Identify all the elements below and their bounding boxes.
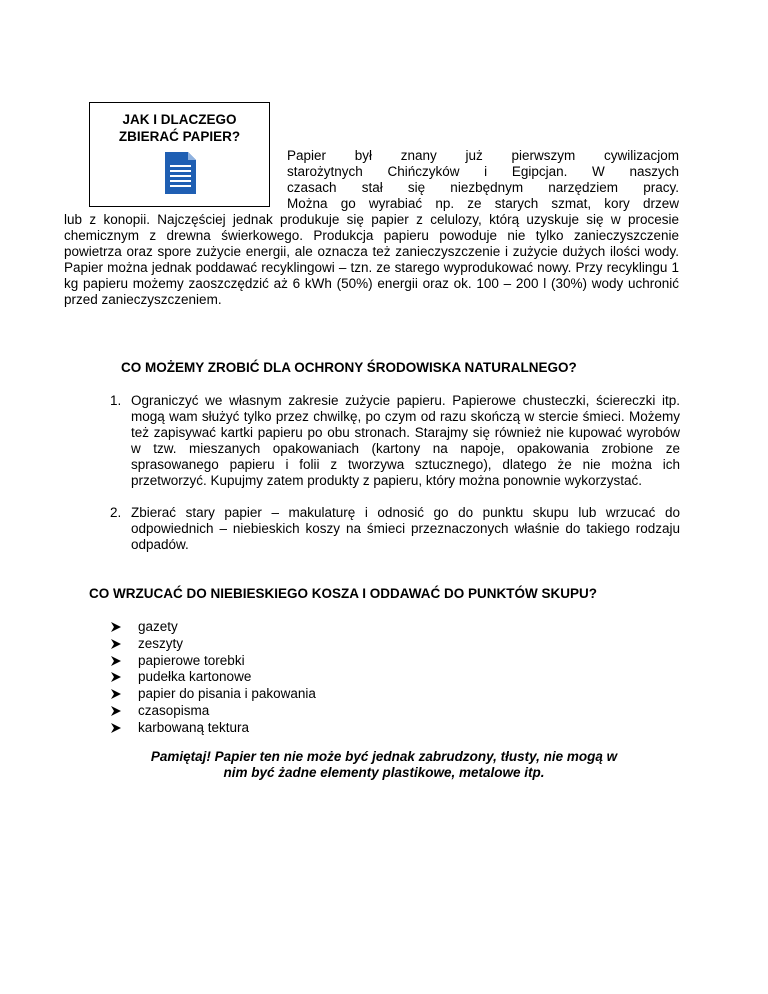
list-item — [110, 653, 316, 670]
note-line-2: nim być żadne elementy plastikowe, metalowe itp. — [223, 765, 545, 780]
list-item — [110, 669, 316, 686]
section2-heading: CO WRZUCAĆ DO NIEBIESKIEGO KOSZA I ODDAWAĆ DO PUNKTÓW SKUPU? — [89, 586, 598, 601]
arrow-bullet-icon — [110, 655, 122, 667]
intro-paragraph — [64, 148, 679, 308]
intro-line-3: czasach stał się niezbędnym narzędziem pracy. — [287, 180, 679, 195]
section1-heading: CO MOŻEMY ZROBIĆ DLA OCHRONY ŚRODOWISKA NATURALNEGO? — [121, 360, 577, 375]
bullet-text: czasopisma — [138, 702, 210, 718]
bullet-text: karbowaną tektura — [138, 719, 250, 735]
intro-line-2: starożytnych Chińczyków i Egipcjan. W naszych — [287, 164, 679, 179]
arrow-bullet-icon — [110, 671, 122, 683]
list-item-number: 2. — [110, 505, 122, 520]
bullet-text: gazety — [138, 619, 178, 634]
numbered-list — [110, 393, 680, 553]
arrow-bullet-icon — [110, 688, 122, 700]
list-item-text: Zbierać stary papier – makulaturę i odnosić go do punktu skupu lub wrzucać do odpowiednich – niebieskich koszy na śmieci przeznaczonych właśnie do takiego rodzaju odpadów. — [131, 505, 680, 552]
arrow-bullet-icon — [110, 638, 122, 650]
list-item — [110, 636, 316, 653]
page-title — [90, 111, 269, 145]
list-item-number: 1. — [110, 393, 122, 408]
arrow-bullet-icon — [110, 621, 122, 633]
arrow-bullet-icon — [110, 722, 122, 734]
arrow-bullet-icon — [110, 705, 122, 717]
title-line-2: ZBIERAĆ PAPIER? — [118, 129, 241, 144]
list-item — [110, 703, 316, 720]
intro-line-1: Papier był znany już pierwszym cywilizacjom — [287, 148, 679, 163]
title-line-1: JAK I DLACZEGO — [122, 112, 237, 127]
intro-rest: lub z konopii. Najczęściej jednak produkuje się papier z celulozy, którą uzyskuje się w procesie chemicznym z drewna świerkowego. Produkcja papieru powoduje nie tylko zanieczyszczenie powietrza oraz spore zużycie energii, ale oznacza też zanieczyszczenie i zużycie dużych ilości wody. Papier można jednak poddawać recyklingowi – tzn. ze starego wyprodukować nowy. Przy recyklingu 1 kg papieru możemy zaoszczędzić aż 6 kWh (50%) energii oraz ok. 100 – 200 l (30%) wody uchronić przed zanieczyszczeniem. — [64, 212, 679, 307]
bullet-text: papierowe torebki — [138, 652, 245, 668]
note-line-1: Pamiętaj! Papier ten nie może być jednak zabrudzony, tłusty, nie mogą w — [150, 749, 618, 764]
list-item — [110, 619, 316, 636]
list-item-text: Ograniczyć we własnym zakresie zużycie papieru. Papierowe chusteczki, ściereczki itp. mogą wam służyć tylko przez chwilkę, po czym od razu skończą w stercie śmieci. Możemy też zapisywać kartki papieru po obu stronach. Starajmy się również nie kupować wyrobów w tzw. mieszanych opakowaniach (kartony na napoje, opakowania zrobione ze sprasowanego papieru i folii z tworzywa sztucznego), dlatego że nie można ich przetworzyć. Kupujmy zatem produkty z papieru, który można ponownie wykorzystać. — [131, 393, 680, 488]
bullet-text: pudełka kartonowe — [138, 669, 252, 685]
list-item — [110, 686, 316, 703]
bullet-text: zeszyty — [138, 635, 184, 651]
list-item — [110, 393, 680, 489]
bullet-list — [110, 619, 316, 737]
list-item — [110, 720, 316, 737]
bullet-text: papier do pisania i pakowania — [138, 686, 316, 702]
intro-line-4: Można go wyrabiać np. ze starych szmat, kory drzew — [287, 196, 679, 211]
list-item — [110, 505, 680, 553]
reminder-note — [110, 749, 658, 781]
